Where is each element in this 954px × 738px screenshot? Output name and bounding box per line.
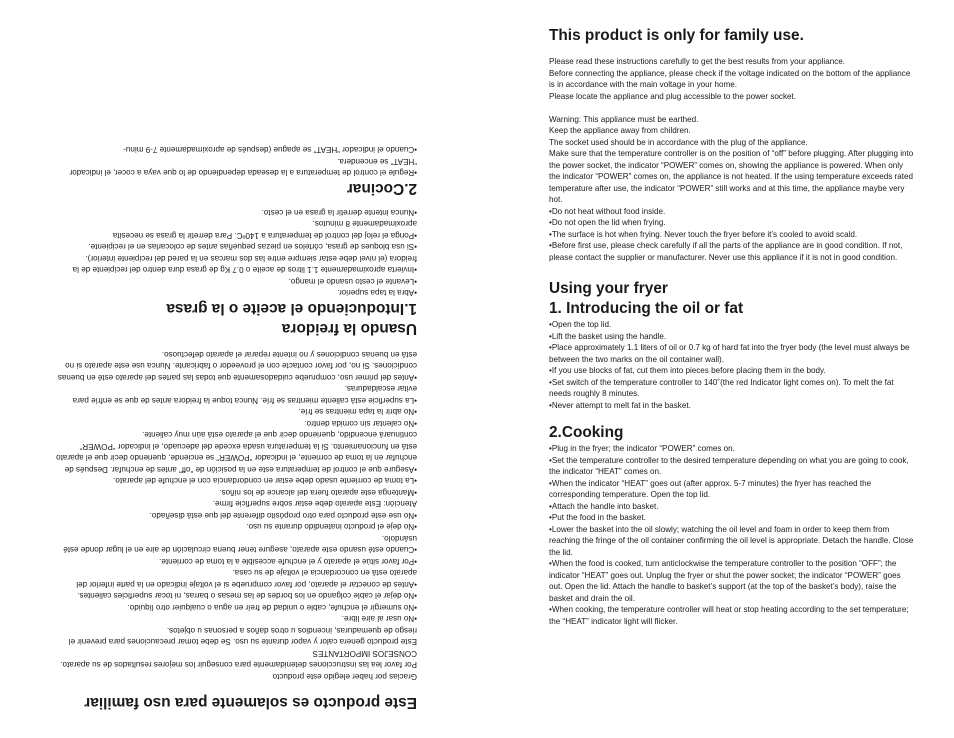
cooking-step: •Regule el control de temperatura a la deseada dependiendo de lo que vaya a cocer, el indicador “HEAT” se encendera.: [69, 157, 417, 178]
oil-step: •Open the top lid.: [549, 320, 612, 329]
cooking-step: •When cooking, the temperature controller will heat or stop heating according to the set temperature; the “HEAT” indicator light will flicker.: [549, 605, 909, 626]
warning-line: •No usar al aire libre.: [341, 614, 417, 624]
cooking-heading: 2.Cooking: [549, 424, 624, 441]
warning-line: •No calentar sin comida dentro.: [304, 419, 417, 428]
intro-paragraph: CONSEJOS IMPORTANTES: [312, 649, 417, 658]
oil-step: •If you use blocks of fat, cut them into pieces before placing them in the body.: [549, 366, 826, 375]
oil-step: •Set switch of the temperature controller to 140˚(the red Indicator light comes on). To melt the fat needs roughly 8 minutes.: [549, 377, 894, 398]
warning-line: •No use este producto para otro propósito diferente del que está diseñado.: [149, 511, 417, 520]
cooking-heading: 2.Cocinar: [346, 180, 417, 198]
oil-step: •Place approximately 1.1 liters of oil or 0.7 kg of hard fat into the fryer body (the level must always be between the two marks on the oil container wall).: [549, 343, 910, 364]
cooking-step: •Set the temperature controller to the desired temperature depending on what you are going to cook, the indicator “HEAT” comes on.: [549, 455, 909, 476]
warning-line: Keep the appliance away from children.: [549, 126, 691, 135]
cooking-step: •Lower the basket into the oil slowly; watching the oil level and foam in order to keep them from reaching the fringe of the oil container confirming the oil level is appropriate. Detach the handle. Close the lid.: [549, 524, 914, 557]
intro-paragraph: Please read these instructions carefully to get the best results from your appliance.: [549, 57, 846, 66]
oil-step: •Si usa bloques de grasa, córtelos en piezas pequeñas antes de colocarlas en el recipiente.: [88, 242, 417, 252]
warning-line: •Do not heat without food inside.: [549, 206, 666, 216]
warning-line: •La superficie está caliente mientras se fríe. Nunca toque la freidora antes de que se enfríe para evitar escaldaduras.: [72, 384, 417, 405]
warning-line: •Mantenga este aparato fuera del alcance de los niños.: [219, 488, 417, 497]
oil-step: •Levante el cesto usando el mango.: [288, 277, 417, 286]
warning-line: •Por favor sitúe el aparato y el enchufe accesible a la toma de corriente.: [159, 557, 417, 566]
cooking-step: •Cuando el indicador “HEAT” se apague (después de aproximadamente 7-9 minu-: [123, 145, 417, 155]
cooking-step: •Plug in the fryer; the indicator “POWER” comes on.: [549, 444, 735, 453]
warning-line: •Before first use, please check carefully if all the parts of the appliance are in good condition. If not, please contact the supplier or manufacturer. Never use this appliance if it is not in good condition.: [549, 241, 903, 262]
cooking-step: •When the food is cooked, turn anticlockwise the temperature controller to the position “OFF”; the indicator “HEAT” goes out. Unplug the fryer or shut the power socket; the indicator “POWER” goes out. Open the lid. Attach the handle to basket’s support (at the top of the basket’s body), raise the basket and drain the oil.: [549, 559, 901, 603]
oil-step: •Never attempt to melt fat in the basket.: [549, 400, 691, 410]
warning-line: •Asegure que el control de temperatura este en la posición de “off” antes de enchufar. Después de enchufar en la toma de corriente, el indicador “POWER” se enciende, queriendo decir que el aparato está en funcionamiento. Si la temperatura usada excede del adecuado, el indicador “POWER” continuará encendido, queriendo decir que el aparato está aún muy caliente.: [56, 430, 417, 474]
oil-step: •Nunca intente derretir la grasa en el cesto.: [261, 208, 417, 217]
warning-line: •No deje el producto inatendido durante su uso.: [246, 522, 417, 532]
warning-line: •No abrir la tapa mientras se fríe.: [298, 407, 417, 417]
oil-heading: 1. Introducing the oil or fat: [549, 300, 744, 317]
warning-line: •No dejar el cable colgando en los bordes de las mesas o barras, ni tocar superficies calientes.: [77, 591, 417, 601]
warning-line: Atención: Este aparato debe estar sobre superficie firme.: [212, 499, 417, 509]
warning-line: •La toma de corriente usado debe estar en condordancia con el enchufe del aparato.: [113, 476, 417, 486]
warning-line: The socket used should be in accordance with the plug of the appliance.: [549, 137, 808, 147]
using-heading: Using your fryer: [549, 280, 668, 297]
oil-step: •Invierta aproximadamente 1.1 litros de aceite o 0.7 Kg de grasa dura dentro del recipiente de la freidora (el nivel debe estar siempre entre las dos marcas en la pared del recipiente interior).: [72, 254, 417, 275]
using-heading: Usando la freidora: [281, 320, 417, 338]
intro-paragraph: Please locate the appliance and plug accessible to the power socket.: [549, 91, 797, 101]
cooking-step: •When the indicator “HEAT” goes out (after approx. 5-7 minutes) the fryer has reached the corresponding temperature. Open the top lid.: [549, 478, 872, 499]
cooking-step: •Attach the handle into basket.: [549, 501, 659, 511]
english-title: This product is only for family use.: [549, 27, 804, 44]
warning-line: •Antes del primer uso, compruebe cuidadosamente que todas las partes del aparato esté en buenas condiciones. Si no, por favor contacte con el proveedor o fabricante. Nunca use este aparato si no está en buenas condiciones y no intente reparar el aparato defectuoso.: [57, 350, 417, 382]
intro-paragraph: Before connecting the appliance, please check if the voltage indicated on the bottom of the appliance is in accordance with the main voltage in your home.: [549, 68, 911, 89]
cooking-step: •Put the food in the basket.: [549, 513, 646, 522]
oil-heading: 1.Intoduciendo el aceite o la grasa: [166, 300, 417, 318]
oil-step: •Ponga el reloj del control de temperatura a 140ºC. Para derretir la grasa se necesita aproximadamente 8 minutos.: [112, 219, 417, 240]
oil-step: •Lift the basket using the handle.: [549, 331, 667, 341]
warning-line: Warning: This appliance must be earthed.: [549, 114, 699, 124]
spanish-title: Este producto es solamente para uso familiar: [84, 694, 417, 711]
warning-line: •Do not open the lid when frying.: [549, 218, 666, 227]
spanish-instructions: [52, 26, 417, 712]
intro-paragraph: Este producto genera calor y vapor durante su uso. Se debe tomar precauciones para prevenir el riesgo de quemaduras, incendios u otros daños a personas u objetos.: [68, 626, 417, 647]
intro-paragraph: Por favor lea las instrucciones detenidamente para conseguir los mejores resultados de su aparato.: [60, 660, 417, 670]
english-instructions: [549, 26, 914, 627]
warning-line: Make sure that the temperature controller is on the position of “off” before plugging. After plugging into the power socket, the indicator “POWER” comes on, showing the appliance is powered. When only the indicator “POWER” comes on, the appliance is not heated. If the using temperature exceeds rated temperature after use, the indicator “POWER” still works and at this time, the appliance maybe very hot.: [549, 149, 914, 204]
warning-line: •Antes de conectar el aparato, por favor compruebe si el voltaje indicado en la parte inferior del aparato está en concordancia el voltaje de su casa.: [76, 568, 417, 589]
warning-line: •Cuando esté usando este aparato, asegure tener buena circulación de aire en el lugar donde esté usándolo.: [63, 534, 417, 555]
intro-paragraph: Gracias por haber elegido este producto: [272, 672, 417, 681]
oil-step: •Abra la tapa superior.: [337, 288, 417, 298]
warning-line: •The surface is hot when frying. Never touch the fryer before it’s cooled to avoid scald.: [549, 229, 858, 239]
warning-line: •No sumergir el enchufe, cable o unidad de freír en agua o cualquier otro líquido.: [127, 603, 417, 612]
